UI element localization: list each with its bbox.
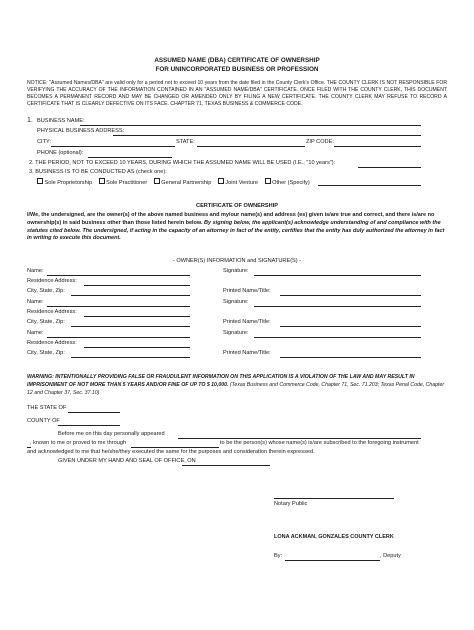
certificate-statement-bold: I/We, the undersigned, are the owner(s) of the above named business and my/our name(s) and address (es) given is/are true and correct, and there is/are no ownership(s) in said business other than those listed herein below.: [27, 212, 435, 226]
owner-2-name-field[interactable]: [47, 306, 190, 307]
owner-1-city-field[interactable]: [71, 295, 190, 296]
owner-2-printed-field[interactable]: [280, 326, 421, 327]
owner-1-printed-label: Printed Name/Title:: [223, 288, 271, 294]
state-of-label: THE STATE OF: [27, 405, 67, 411]
warning-paragraph: [27, 374, 447, 397]
certificate-statement: [27, 212, 447, 243]
option-general-partnership[interactable]: General Partnership: [154, 180, 212, 186]
owner-2-city-label: City, State, Zip:: [27, 319, 65, 325]
item-1-number: 1.: [27, 117, 33, 124]
physical-address-field[interactable]: [113, 135, 421, 136]
owner-2-printed-label: Printed Name/Title:: [223, 319, 271, 325]
owner-3-name-label: Name:: [27, 330, 44, 336]
owner-3-signature-label: Signature:: [223, 330, 249, 336]
owner-1-signature-field[interactable]: [254, 275, 421, 276]
owner-2-residence-field[interactable]: [84, 316, 190, 317]
owner-3-residence-label: Residence Address:: [27, 340, 77, 346]
checkbox-icon[interactable]: [37, 178, 43, 184]
checkbox-icon[interactable]: [265, 178, 271, 184]
notary-public-label: Notary Public: [274, 501, 308, 507]
checkbox-icon[interactable]: [99, 178, 105, 184]
checkbox-icon[interactable]: [154, 178, 160, 184]
owner-1-name-field[interactable]: [47, 275, 190, 276]
state-of-field[interactable]: [68, 412, 120, 413]
county-of-field[interactable]: [58, 425, 120, 426]
county-clerk-name: LONA ACKMAN, GONZALES COUNTY CLERK: [274, 534, 394, 540]
identification-field[interactable]: [131, 447, 219, 448]
owner-3-city-field[interactable]: [71, 357, 190, 358]
owner-2-city-field[interactable]: [71, 326, 190, 327]
owner-3-printed-field[interactable]: [280, 357, 421, 358]
warning-citation: (Texas Business and Commerce Code, Chapter 71, Sec. 71.203; Texas Penal Code, Chapter 12 and Chapter 37, Sec. 37.10): [27, 381, 445, 396]
item-3-label: 3. BUSINESS IS TO BE CONDUCTED AS (check one):: [29, 169, 167, 175]
owner-3-printed-label: Printed Name/Title:: [223, 350, 271, 356]
given-date-field[interactable]: [182, 465, 270, 466]
city-label: CITY:: [37, 139, 51, 145]
business-name-field[interactable]: [80, 125, 421, 126]
appeared-name-field[interactable]: [178, 438, 421, 439]
owner-3-city-label: City, State, Zip:: [27, 350, 65, 356]
zip-field[interactable]: [334, 146, 421, 147]
option-joint-venture[interactable]: Joint Venture: [218, 180, 258, 186]
owner-1-residence-field[interactable]: [84, 285, 190, 286]
known-to-me-text: , known to me or proved to me through: [30, 440, 127, 446]
owner-1-printed-field[interactable]: [280, 295, 421, 296]
owner-3-residence-field[interactable]: [84, 347, 190, 348]
owner-2-residence-label: Residence Address:: [27, 309, 77, 315]
owner-2-signature-label: Signature:: [223, 299, 249, 305]
notice-paragraph: NOTICE: "Assumed Names/DBA" are valid only for a period not to exceed 10 years from the date filed in the County Clerk's Office. THE COUNTY CLERK IS NOT RESPONSIBLE FOR VERIFYING THE ACCURACY OF THE INFORMATION CONTAINED IN AN "ASSUMED NAME/DBA" CERTIFICATE. ONCE FILED WITH THE COUNTY CLERK, THIS DOCUMENT BECOMES A PERMANENT RECORD AND MAY BE CHANGED OR AMENDED ONLY BY FILING A NEW CERTIFICATE. THE COUNTY CLERK MAY REFUSE TO RECORD A CERTIFICATE THAT IS CLEARLY DEFECTIVE ON ITS FACE. CHAPTER 71, TEXAS BUSINESS & COMMERCE CODE.: [27, 80, 447, 107]
period-field[interactable]: [358, 167, 421, 168]
form-title: ASSUMED NAME (DBA) CERTIFICATE OF OWNERSHIP: [154, 57, 320, 64]
option-sole-practitioner[interactable]: Sole Practitioner: [99, 180, 148, 186]
owner-2-signature-field[interactable]: [254, 306, 421, 307]
state-field[interactable]: [197, 146, 305, 147]
checkbox-icon[interactable]: [218, 178, 224, 184]
physical-address-label: PHYSICAL BUSINESS ADDRESS:: [37, 128, 125, 134]
owners-heading: - OWNER(S) INFORMATION and SIGNATURE(S) -: [172, 258, 302, 264]
owner-1-name-label: Name:: [27, 268, 44, 274]
notary-signature-line[interactable]: [274, 498, 394, 499]
county-of-label: COUNTY OF: [27, 418, 60, 424]
city-field[interactable]: [51, 146, 175, 147]
given-text: GIVEN UNDER MY HAND AND SEAL OF OFFICE, ON: [58, 458, 196, 464]
owner-1-residence-label: Residence Address:: [27, 278, 77, 284]
acknowledged-text: and acknowledged to me that he/she/they executed the same for the purposes and consideration therein expressed.: [27, 449, 315, 455]
form-subtitle: FOR UNINCORPORATED BUSINESS OR PROFESSION: [155, 66, 319, 73]
item-2-label: 2. THE PERIOD, NOT TO EXCEED 10 YEARS, DURING WHICH THE ASSUMED NAME WILL BE USED (I.E., "10 years"):: [29, 160, 336, 166]
phone-label: PHONE (optional):: [37, 150, 84, 156]
owner-3-name-field[interactable]: [47, 337, 190, 338]
certificate-heading: CERTIFICATE OF OWNERSHIP: [196, 203, 278, 209]
owner-1-city-label: City, State, Zip:: [27, 288, 65, 294]
other-specify-field[interactable]: [318, 185, 421, 186]
deputy-signature-field[interactable]: [285, 560, 380, 561]
owner-2-name-label: Name:: [27, 299, 44, 305]
owner-3-signature-field[interactable]: [254, 337, 421, 338]
state-label: STATE:: [176, 139, 195, 145]
business-type-options: [37, 178, 315, 186]
deputy-label: , Deputy: [380, 553, 401, 559]
owner-1-signature-label: Signature:: [223, 268, 249, 274]
option-sole-proprietorship[interactable]: Sole Proprietorship: [37, 180, 92, 186]
business-name-label: BUSINESS NAME:: [37, 118, 85, 124]
zip-label: ZIP CODE:: [306, 139, 334, 145]
warning-text: WARNING: INTENTIONALLY PROVIDING FALSE OR FRAUDULENT INFORMATION ON THIS APPLICATION IS A VIOLATION OF THE LAW AND MAY RESULT IN IMPRISONMENT OF NOT MORE THAN 5 YEARS AND/OR FINE OF UP TO $ 10,000.: [27, 374, 415, 388]
phone-field[interactable]: [88, 157, 172, 158]
option-other[interactable]: Other (Specify): [265, 180, 310, 186]
to-be-text: to be the person(s) whose name(s) is/are subscribed to the foregoing instrument: [220, 440, 419, 446]
by-label: By:: [274, 553, 283, 559]
known-prefix-line: [27, 447, 31, 448]
before-me-text: Before me on this day personally appeared: [58, 431, 165, 437]
certificate-statement-italic: By signing below, the applicant(s) acknowledge understanding of and compliance with the statutes cited below. The undersigned, if acting in the capacity of an attorney in fact of the entity, certifies that the entity has duly authorized the attorney in fact in writing to execute this document.: [27, 219, 445, 242]
